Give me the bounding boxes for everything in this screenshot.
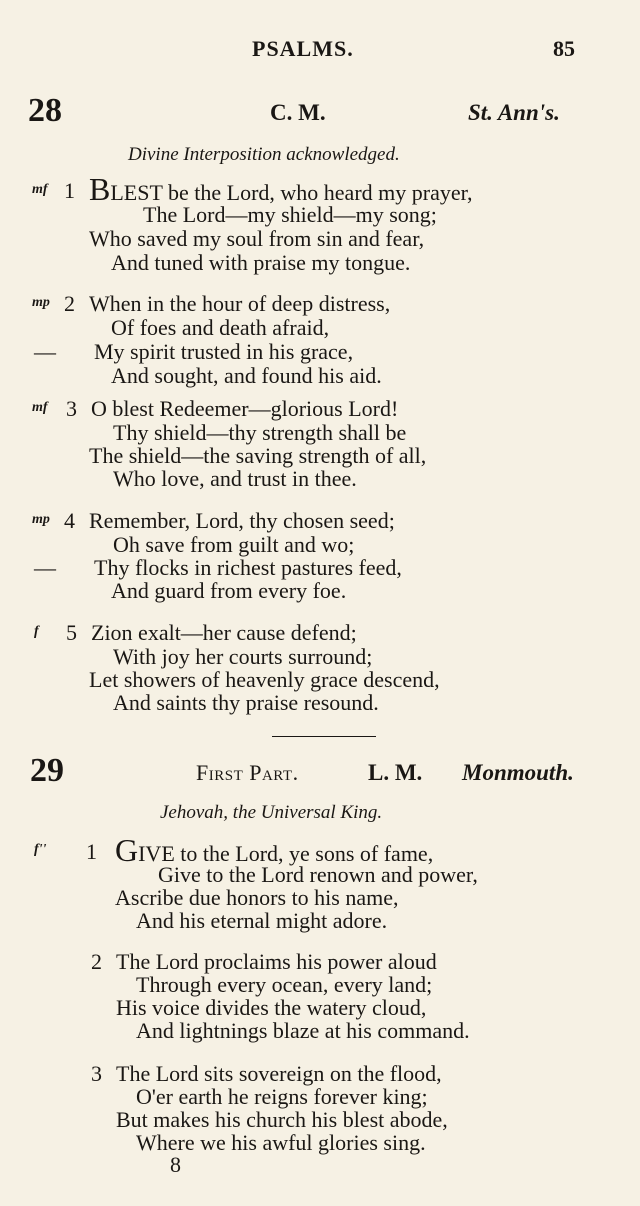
dynamic-mark: mf <box>32 400 48 415</box>
verse-line: Zion exalt—her cause defend; <box>91 620 357 645</box>
verse-number: 3 <box>91 1061 102 1086</box>
hymn-meter: C. M. <box>270 100 326 125</box>
verse-number: 4 <box>64 508 75 533</box>
verse-number: 2 <box>91 949 102 974</box>
verse-line: When in the hour of deep distress, <box>89 291 391 316</box>
dynamic-mark: mp <box>32 512 50 527</box>
hymn-tune: St. Ann's. <box>468 100 560 125</box>
hymn-subtitle: Jehovah, the Universal King. <box>160 802 383 823</box>
drop-cap: B <box>89 171 111 207</box>
repeat-dash: — <box>34 555 56 580</box>
verse-line-text: IVE to the Lord, ye sons of fame, <box>138 841 434 866</box>
verse-line: And his eternal might adore. <box>136 908 388 933</box>
hymn-meter: L. M. <box>368 760 423 785</box>
verse-line: Ascribe due honors to his name, <box>115 885 399 910</box>
verse-line: Through every ocean, every land; <box>136 972 433 997</box>
verse-line: Thy flocks in richest pastures feed, <box>94 555 402 580</box>
dynamic-mark: f'' <box>34 842 47 857</box>
verse-number: 5 <box>66 620 77 645</box>
verse-number: 3 <box>66 396 77 421</box>
verse-line: Where we his awful glories sing. <box>136 1130 426 1155</box>
verse-line: O'er earth he reigns forever king; <box>136 1084 428 1109</box>
verse-line: My spirit trusted in his grace, <box>94 339 354 364</box>
verse-number: 1 <box>64 178 75 203</box>
drop-cap: G <box>115 832 139 868</box>
verse-line: But makes his church his blest abode, <box>116 1107 448 1132</box>
hymn-number: 28 <box>28 92 62 129</box>
hymn-part: First Part. <box>196 760 299 785</box>
signature-mark: 8 <box>170 1152 181 1177</box>
running-title: PSALMS. <box>252 36 354 61</box>
verse-line: With joy her courts surround; <box>113 644 373 669</box>
verse-line: And tuned with praise my tongue. <box>111 250 411 275</box>
hymn-number: 29 <box>30 752 64 789</box>
verse-number: 1 <box>86 839 97 864</box>
section-divider <box>272 736 376 737</box>
verse-line: And guard from every foe. <box>111 578 347 603</box>
verse-line: Of foes and death afraid, <box>111 315 330 340</box>
verse-line: Who saved my soul from sin and fear, <box>89 226 425 251</box>
hymn-tune: Monmouth. <box>462 760 574 785</box>
verse-line-text: LEST be the Lord, who heard my prayer, <box>110 180 473 205</box>
verse-line: And lightnings blaze at his command. <box>136 1018 470 1043</box>
repeat-dash: — <box>34 339 56 364</box>
verse-line: The shield—the saving strength of all, <box>89 443 427 468</box>
dynamic-mark: mf <box>32 182 48 197</box>
verse-line: Give to the Lord renown and power, <box>158 862 478 887</box>
verse-line: And sought, and found his aid. <box>111 363 382 388</box>
verse-line: His voice divides the watery cloud, <box>116 995 427 1020</box>
page-number: 85 <box>553 36 575 61</box>
verse-line: Who love, and trust in thee. <box>113 466 357 491</box>
dynamic-mark: f <box>34 624 39 639</box>
verse-line: O blest Redeemer—glorious Lord! <box>91 396 399 421</box>
dynamic-mark: mp <box>32 295 50 310</box>
verse-line: The Lord—my shield—my song; <box>143 202 437 227</box>
hymn-subtitle: Divine Interposition acknowledged. <box>128 144 400 165</box>
verse-line: Let showers of heavenly grace descend, <box>89 667 440 692</box>
verse-line: The Lord sits sovereign on the flood, <box>116 1061 442 1086</box>
verse-line: Oh save from guilt and wo; <box>113 532 355 557</box>
verse-number: 2 <box>64 291 75 316</box>
verse-line: The Lord proclaims his power aloud <box>116 949 437 974</box>
verse-line: Remember, Lord, thy chosen seed; <box>89 508 395 533</box>
verse-line: Thy shield—thy strength shall be <box>113 420 407 445</box>
verse-line: And saints thy praise resound. <box>113 690 379 715</box>
